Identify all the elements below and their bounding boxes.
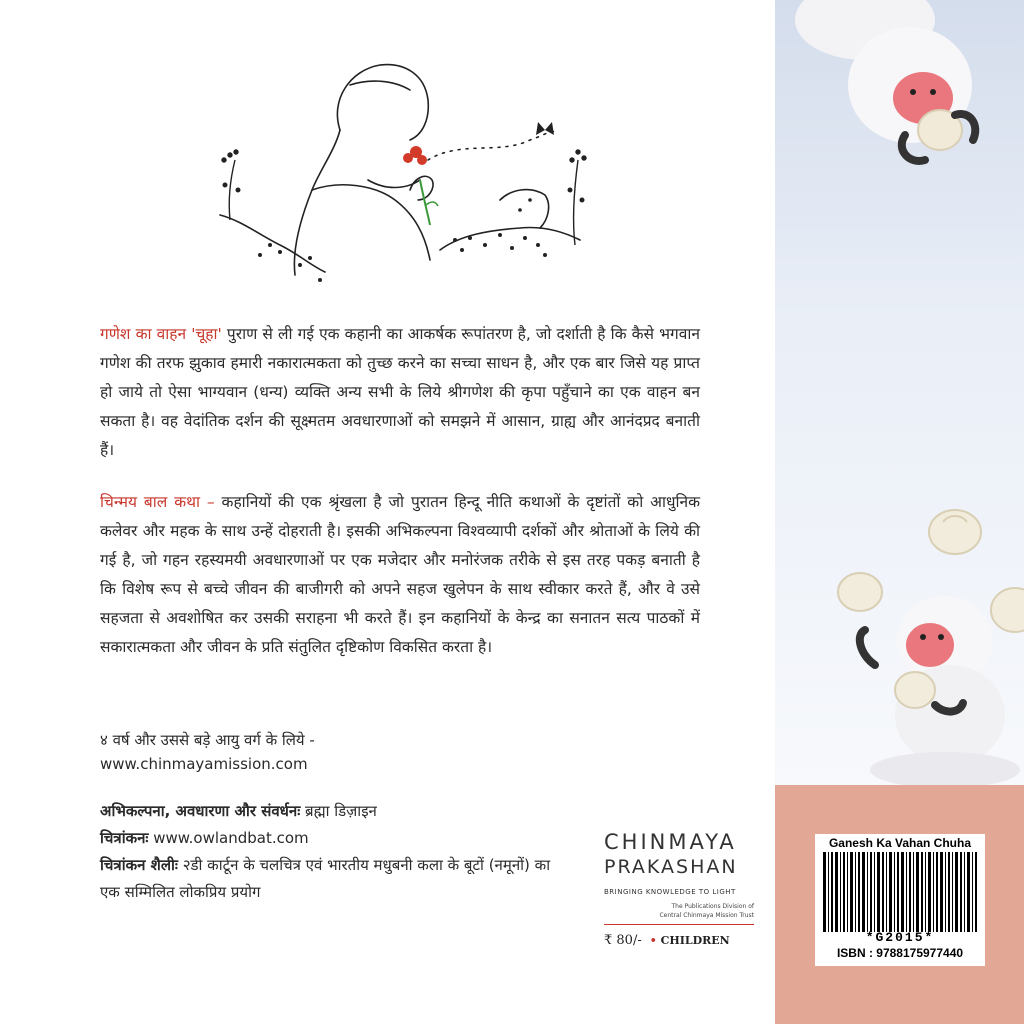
price: ₹ 80/- [604,933,642,948]
publisher-logo [604,830,754,948]
publisher-name-1: CHINMAYA [604,830,737,854]
description-paragraph-1 [100,320,700,465]
juggling-monkey-illustration [845,595,1024,785]
credits-block [100,798,570,906]
story-title-highlight: गणेश का वाहन 'चूहा' [100,325,222,343]
credit-design: अभिकल्पना, अवधारणा और संवर्धनः ब्रह्मा डिज़ाइन [100,802,377,820]
barcode [815,834,985,966]
illustration-panel [775,0,1024,785]
series-name-highlight: चिन्मय बाल कथा – [100,493,215,511]
category-label: CHILDREN [660,934,730,947]
barcode-title: Ganesh Ka Vahan Chuha [828,836,972,850]
publisher-division-2: Central Chinmaya Mission Trust [659,912,754,919]
publisher-division-1: The Publications Division of [671,903,754,910]
credit-style: चित्रांकन शैलीः २डी कार्टून के चलचित्र एवं भारतीय मधुबनी कला के बूटों (नमूनों) का एक सम्मिलित लोकप्रिय प्रयोग [100,856,551,901]
category-dot: • [649,934,657,947]
price-row [604,929,754,948]
dumpling-icon [925,500,985,560]
sketch-illustration [200,40,610,300]
logo-divider [604,924,754,925]
publisher-name-2: PRAKASHAN [604,856,738,878]
age-line: ४ वर्ष और उससे बड़े आयु वर्ग के लिये - [100,731,315,749]
website-link[interactable]: www.chinmayamission.com [100,755,308,773]
credit-illustration: चित्रांकनः www.owlandbat.com [100,829,309,847]
description-text-2: कहानियों की एक श्रृंखला है जो पुरातन हिन्दू नीति कथाओं के दृष्टांतों को आधुनिक कलेवर और महक के साथ उन्हें दोहराती है। इसकी अभिकल्पना विश्वव्यापी दर्शकों और श्रोताओं के लिये की गई है, जो गहन रहस्यमयी अवधारणाओं पर एक मजेदार और मनोरंजक तरीके से इस तरह पकड़ बनाती है कि विशेष रूप से बच्चे जीवन की बाजीगरी को अपने सहज खुलेपन के साथ स्वीकार करते हैं, और वे उसे सहजता से अवशोषित कर उसकी सराहना भी करते हैं। इन कहानियों के केन्द्र का सनातन सत्य पाठकों में सकारात्मकता और जीवन के प्रति संतुलित दृष्टिकोण विकसित करता है। [100,493,700,656]
barcode-bars [823,852,977,932]
description-text-1: पुराण से ली गई एक कहानी का आकर्षक रूपांतरण है, जो दर्शाती है कि कैसे भगवान गणेश की तरफ झुकाव हमारी नकारात्मकता को तुच्छ करने का सच्चा साधन है, और एक बार जिसे यह प्राप्त हो जाये तो ऐसा भाग्यवान (धन्य) व्यक्ति अन्य सभी के लिये श्रीगणेश की कृपा पहुँचाने का एक वाहन बन सकता है। वह वेदांतिक दर्शन की सूक्ष्मतम अवधारणाओं को समझने में आसान, ग्राह्य और आनंदप्रद बनाती हैं। [100,325,701,459]
isbn: ISBN : 9788175977440 [836,946,964,960]
hanging-monkey-illustration [795,0,1010,190]
description-paragraph-2 [100,488,700,662]
age-info [100,728,315,776]
barcode-code: *G2015* [865,930,935,945]
publisher-tagline: BRINGING KNOWLEDGE TO LIGHT [604,888,736,896]
